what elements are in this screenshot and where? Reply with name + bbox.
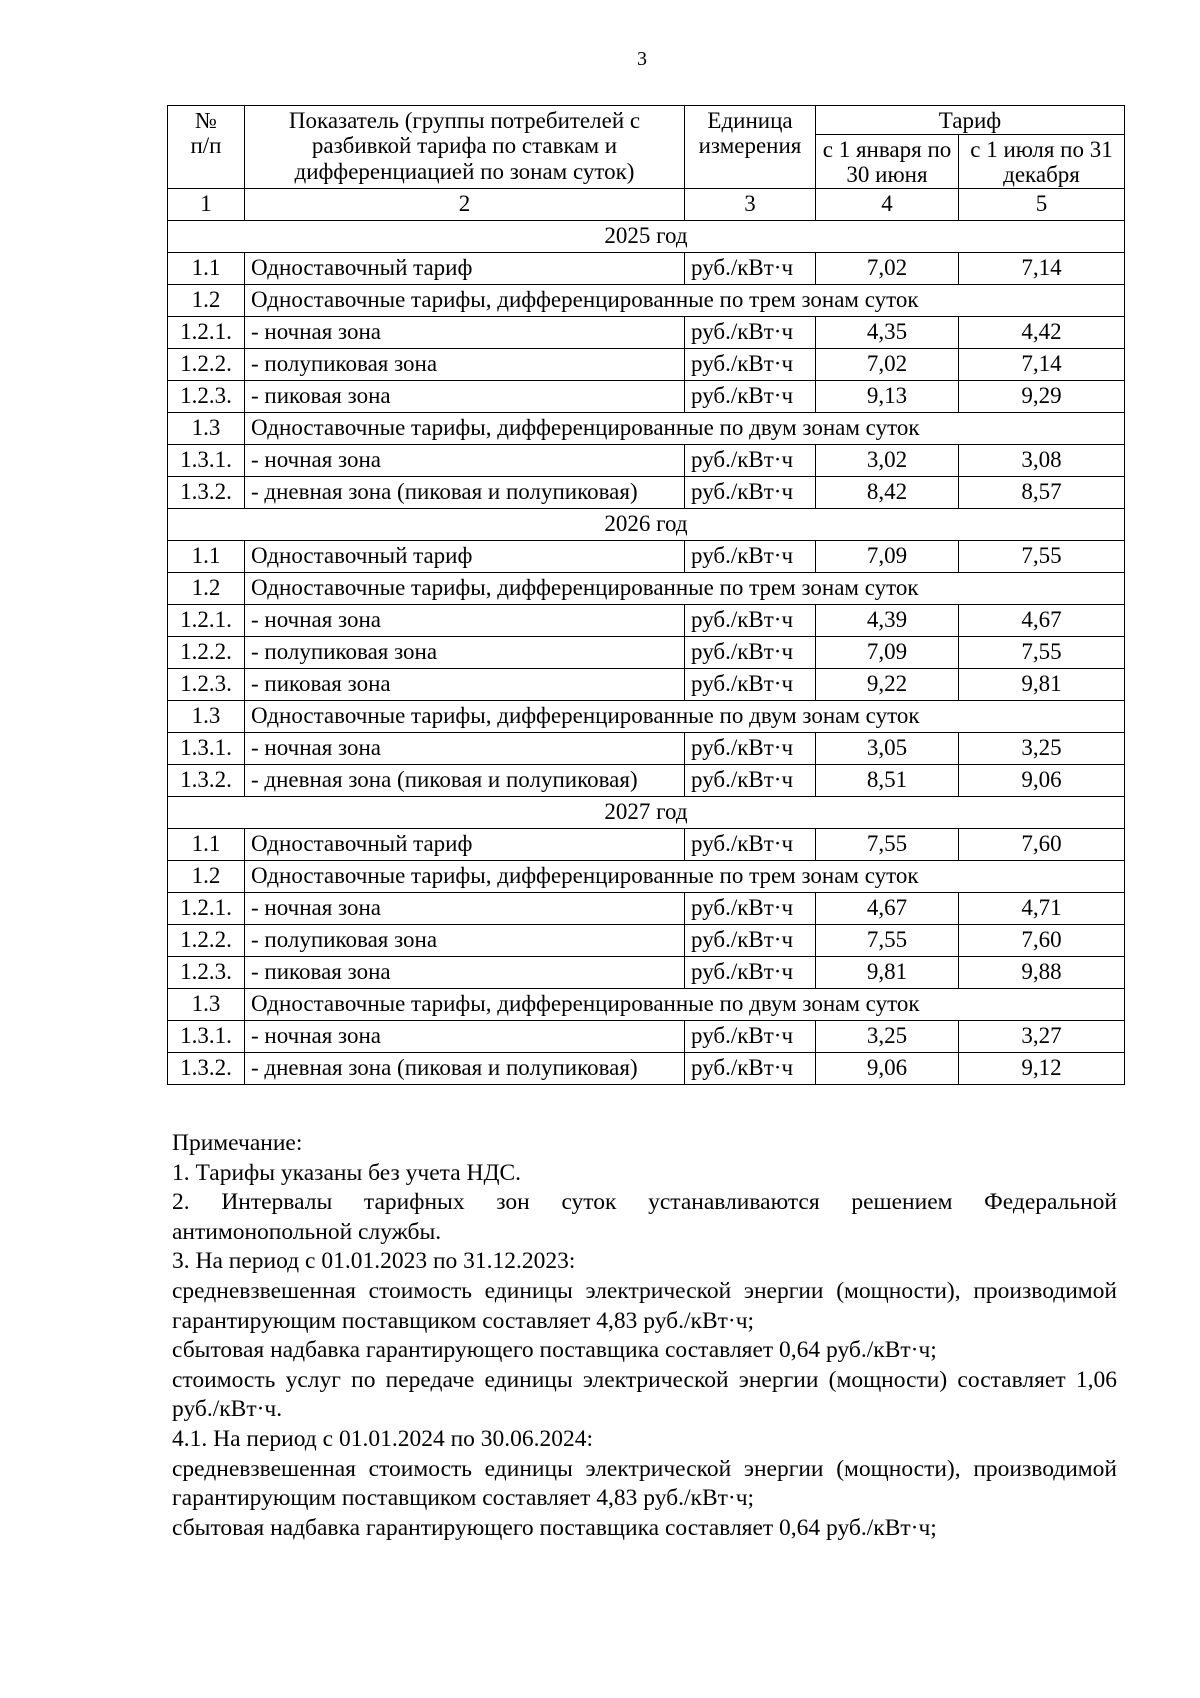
note-line: стоимость услуг по передаче единицы электрической энергии (мощности) составляет 1,06 руб./кВт·ч. bbox=[172, 1366, 1117, 1423]
row-number: 1.3.2. bbox=[168, 764, 245, 796]
tariff-value-h1: 8,42 bbox=[816, 476, 959, 508]
row-description: Одноставочный тариф bbox=[245, 828, 685, 860]
row-description: - полупиковая зона bbox=[245, 348, 685, 380]
header-tariff: Тариф bbox=[816, 106, 1125, 135]
page-number: 3 bbox=[637, 48, 647, 70]
tariff-value-h1: 7,55 bbox=[816, 828, 959, 860]
row-number: 1.3 bbox=[168, 700, 245, 732]
row-unit: руб./кВт·ч bbox=[685, 764, 816, 796]
tariff-value-h1: 3,05 bbox=[816, 732, 959, 764]
row-number: 1.1 bbox=[168, 828, 245, 860]
header-unit: Единица измерения bbox=[685, 106, 816, 189]
row-number: 1.3.1. bbox=[168, 444, 245, 476]
row-description: - пиковая зона bbox=[245, 668, 685, 700]
row-number: 1.2.3. bbox=[168, 380, 245, 412]
group-row bbox=[168, 412, 1125, 444]
row-description: - ночная зона bbox=[245, 1020, 685, 1052]
table-index-row bbox=[168, 188, 1125, 220]
row-description: - полупиковая зона bbox=[245, 636, 685, 668]
note-line: 3. На период с 01.01.2023 по 31.12.2023: bbox=[172, 1248, 576, 1275]
tariff-value-h1: 9,22 bbox=[816, 668, 959, 700]
tariff-value-h1: 9,06 bbox=[816, 1052, 959, 1084]
index-cell: 4 bbox=[816, 188, 959, 220]
note-line: сбытовая надбавка гарантирующего поставщика составляет 0,64 руб./кВт·ч; bbox=[172, 1514, 937, 1541]
tariff-value-h1: 4,35 bbox=[816, 316, 959, 348]
index-cell: 5 bbox=[959, 188, 1125, 220]
row-number: 1.3 bbox=[168, 412, 245, 444]
row-unit: руб./кВт·ч bbox=[685, 732, 816, 764]
table-row bbox=[168, 1020, 1125, 1052]
year-label: 2026 год bbox=[168, 508, 1125, 540]
notes-section bbox=[172, 1129, 1117, 1543]
row-unit: руб./кВт·ч bbox=[685, 924, 816, 956]
tariff-value-h1: 9,81 bbox=[816, 956, 959, 988]
tariff-value-h2: 9,88 bbox=[959, 956, 1125, 988]
year-label: 2025 год bbox=[168, 220, 1125, 252]
row-number: 1.3.1. bbox=[168, 1020, 245, 1052]
row-number: 1.2.2. bbox=[168, 348, 245, 380]
note-line: 2. Интервалы тарифных зон суток устанавливаются решением Федеральной антимонопольной службы. bbox=[172, 1189, 1117, 1245]
tariff-value-h2: 7,60 bbox=[959, 828, 1125, 860]
table-row bbox=[168, 668, 1125, 700]
table-row bbox=[168, 732, 1125, 764]
tariff-value-h1: 4,39 bbox=[816, 604, 959, 636]
group-description: Одноставочные тарифы, дифференцированные по трем зонам суток bbox=[245, 284, 1125, 316]
tariff-value-h2: 7,55 bbox=[959, 636, 1125, 668]
table-row bbox=[168, 540, 1125, 572]
notes-title: Примечание: bbox=[172, 1130, 303, 1156]
tariff-value-h2: 8,57 bbox=[959, 476, 1125, 508]
row-description: - полупиковая зона bbox=[245, 924, 685, 956]
row-unit: руб./кВт·ч bbox=[685, 444, 816, 476]
row-unit: руб./кВт·ч bbox=[685, 828, 816, 860]
tariff-value-h1: 3,02 bbox=[816, 444, 959, 476]
tariff-value-h1: 7,02 bbox=[816, 348, 959, 380]
row-description: Одноставочный тариф bbox=[245, 540, 685, 572]
group-description: Одноставочные тарифы, дифференцированные по двум зонам суток bbox=[245, 412, 1125, 444]
tariff-value-h2: 9,29 bbox=[959, 380, 1125, 412]
tariff-value-h1: 7,09 bbox=[816, 636, 959, 668]
table-body bbox=[168, 220, 1125, 1084]
table-row bbox=[168, 476, 1125, 508]
table-row bbox=[168, 1052, 1125, 1084]
tariff-value-h2: 7,14 bbox=[959, 252, 1125, 284]
index-cell: 3 bbox=[685, 188, 816, 220]
tariff-value-h1: 3,25 bbox=[816, 1020, 959, 1052]
note-line: 1. Тарифы указаны без учета НДС. bbox=[172, 1159, 522, 1186]
note-line: средневзвешенная стоимость единицы электрической энергии (мощности), производимой гарантирующим поставщиком составляет 4,83 руб./кВт·ч; bbox=[172, 1455, 1117, 1512]
tariff-value-h2: 7,55 bbox=[959, 540, 1125, 572]
row-description: - дневная зона (пиковая и полупиковая) bbox=[245, 764, 685, 796]
group-description: Одноставочные тарифы, дифференцированные по трем зонам суток bbox=[245, 572, 1125, 604]
index-cell: 1 bbox=[168, 188, 245, 220]
group-row bbox=[168, 988, 1125, 1020]
tariff-value-h1: 7,02 bbox=[816, 252, 959, 284]
tariff-value-h2: 9,06 bbox=[959, 764, 1125, 796]
group-row bbox=[168, 572, 1125, 604]
tariff-value-h2: 4,71 bbox=[959, 892, 1125, 924]
row-unit: руб./кВт·ч bbox=[685, 476, 816, 508]
group-row bbox=[168, 284, 1125, 316]
row-unit: руб./кВт·ч bbox=[685, 956, 816, 988]
group-row bbox=[168, 700, 1125, 732]
tariff-value-h2: 4,67 bbox=[959, 604, 1125, 636]
row-number: 1.2.1. bbox=[168, 604, 245, 636]
tariff-value-h2: 3,08 bbox=[959, 444, 1125, 476]
group-description: Одноставочные тарифы, дифференцированные по трем зонам суток bbox=[245, 860, 1125, 892]
row-description: - ночная зона bbox=[245, 316, 685, 348]
row-unit: руб./кВт·ч bbox=[685, 348, 816, 380]
row-description: - пиковая зона bbox=[245, 380, 685, 412]
row-number: 1.2.3. bbox=[168, 956, 245, 988]
row-description: - ночная зона bbox=[245, 732, 685, 764]
tariff-value-h1: 7,09 bbox=[816, 540, 959, 572]
row-unit: руб./кВт·ч bbox=[685, 892, 816, 924]
row-number: 1.2.3. bbox=[168, 668, 245, 700]
table-header-row bbox=[168, 106, 1125, 135]
tariff-value-h2: 7,14 bbox=[959, 348, 1125, 380]
table-row bbox=[168, 316, 1125, 348]
row-number: 1.3.2. bbox=[168, 476, 245, 508]
row-unit: руб./кВт·ч bbox=[685, 380, 816, 412]
note-line: сбытовая надбавка гарантирующего поставщика составляет 0,64 руб./кВт·ч; bbox=[172, 1337, 937, 1364]
row-unit: руб./кВт·ч bbox=[685, 668, 816, 700]
header-number: № п/п bbox=[168, 106, 245, 189]
row-unit: руб./кВт·ч bbox=[685, 1020, 816, 1052]
table-row bbox=[168, 764, 1125, 796]
group-row bbox=[168, 860, 1125, 892]
notes-list bbox=[172, 1159, 1117, 1544]
table-row bbox=[168, 828, 1125, 860]
tariff-value-h1: 9,13 bbox=[816, 380, 959, 412]
row-number: 1.2.1. bbox=[168, 316, 245, 348]
row-unit: руб./кВт·ч bbox=[685, 1052, 816, 1084]
row-number: 1.2 bbox=[168, 860, 245, 892]
row-unit: руб./кВт·ч bbox=[685, 252, 816, 284]
header-period-2: с 1 июля по 31 декабря bbox=[959, 135, 1125, 189]
table-row bbox=[168, 924, 1125, 956]
table-row bbox=[168, 604, 1125, 636]
row-number: 1.3 bbox=[168, 988, 245, 1020]
row-unit: руб./кВт·ч bbox=[685, 636, 816, 668]
row-number: 1.2 bbox=[168, 284, 245, 316]
group-description: Одноставочные тарифы, дифференцированные по двум зонам суток bbox=[245, 988, 1125, 1020]
row-number: 1.3.1. bbox=[168, 732, 245, 764]
year-row bbox=[168, 508, 1125, 540]
tariff-table bbox=[167, 105, 1125, 1085]
note-line: 4.1. На период с 01.01.2024 по 30.06.2024: bbox=[172, 1425, 594, 1452]
tariff-value-h1: 8,51 bbox=[816, 764, 959, 796]
row-number: 1.2.1. bbox=[168, 892, 245, 924]
year-row bbox=[168, 220, 1125, 252]
header-period-1: с 1 января по 30 июня bbox=[816, 135, 959, 189]
row-description: - дневная зона (пиковая и полупиковая) bbox=[245, 476, 685, 508]
table-row bbox=[168, 956, 1125, 988]
table-row bbox=[168, 348, 1125, 380]
tariff-value-h2: 9,12 bbox=[959, 1052, 1125, 1084]
year-row bbox=[168, 796, 1125, 828]
note-line: средневзвешенная стоимость единицы электрической энергии (мощности), производимой гарантирующим поставщиком составляет 4,83 руб./кВт·ч; bbox=[172, 1277, 1117, 1334]
row-unit: руб./кВт·ч bbox=[685, 604, 816, 636]
table-row bbox=[168, 252, 1125, 284]
row-number: 1.2.2. bbox=[168, 924, 245, 956]
row-description: - пиковая зона bbox=[245, 956, 685, 988]
group-description: Одноставочные тарифы, дифференцированные по двум зонам суток bbox=[245, 700, 1125, 732]
row-number: 1.2.2. bbox=[168, 636, 245, 668]
tariff-value-h2: 7,60 bbox=[959, 924, 1125, 956]
row-unit: руб./кВт·ч bbox=[685, 540, 816, 572]
tariff-value-h2: 3,27 bbox=[959, 1020, 1125, 1052]
row-number: 1.3.2. bbox=[168, 1052, 245, 1084]
row-number: 1.1 bbox=[168, 540, 245, 572]
row-number: 1.2 bbox=[168, 572, 245, 604]
row-description: - дневная зона (пиковая и полупиковая) bbox=[245, 1052, 685, 1084]
tariff-value-h2: 9,81 bbox=[959, 668, 1125, 700]
row-description: - ночная зона bbox=[245, 444, 685, 476]
index-cell: 2 bbox=[245, 188, 685, 220]
year-label: 2027 год bbox=[168, 796, 1125, 828]
row-description: - ночная зона bbox=[245, 892, 685, 924]
tariff-value-h1: 7,55 bbox=[816, 924, 959, 956]
tariff-value-h2: 3,25 bbox=[959, 732, 1125, 764]
row-description: - ночная зона bbox=[245, 604, 685, 636]
table-row bbox=[168, 444, 1125, 476]
table-row bbox=[168, 636, 1125, 668]
row-description: Одноставочный тариф bbox=[245, 252, 685, 284]
table-row bbox=[168, 380, 1125, 412]
row-number: 1.1 bbox=[168, 252, 245, 284]
table-row bbox=[168, 892, 1125, 924]
tariff-value-h2: 4,42 bbox=[959, 316, 1125, 348]
tariff-value-h1: 4,67 bbox=[816, 892, 959, 924]
header-indicator: Показатель (группы потребителей с разбивкой тарифа по ставкам и дифференциацией по зонам суток) bbox=[245, 106, 685, 189]
row-unit: руб./кВт·ч bbox=[685, 316, 816, 348]
